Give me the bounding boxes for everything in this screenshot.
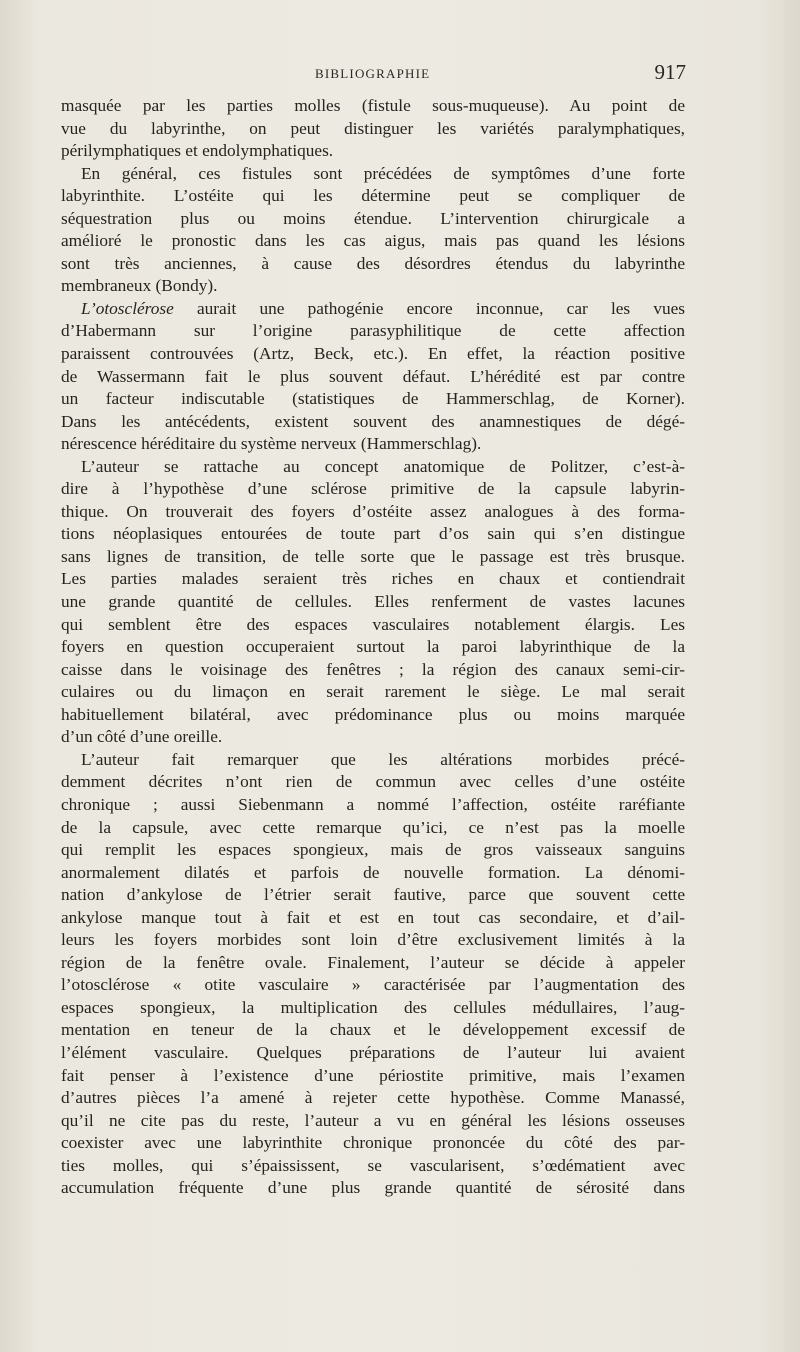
page-number: 917: [654, 60, 686, 84]
text-line: vue du labyrinthe, on peut distinguer les variétés paralymphatiques,: [61, 118, 685, 138]
text-line: séquestration plus ou moins étendue. L’intervention chirurgicale a: [61, 208, 685, 228]
text-line: nérescence héréditaire du système nerveux (Hammerschlag).: [61, 434, 482, 454]
text-line: tions néoplasiques entourées de toute part d’os sain qui s’en distingue: [61, 524, 685, 544]
text-line: habituellement bilatéral, avec prédominance plus ou moins marquée: [61, 704, 685, 724]
text-line: un facteur indiscutable (statistiques de Hammerschlag, de Korner).: [61, 389, 685, 409]
text-line: qui semblent être des espaces vasculaires notablement élargis. Les: [61, 614, 685, 634]
text-line: l’élément vasculaire. Quelques préparations de l’auteur lui avaient: [61, 1042, 685, 1062]
text-line: région de la fenêtre ovale. Finalement, l’auteur se décide à appeler: [61, 952, 685, 972]
text-line: masquée par les parties molles (fistule sous-muqueuse). Au point de: [61, 96, 685, 115]
text-line: Les parties malades seraient très riches en chaux et contiendrait: [61, 569, 685, 589]
text-line: chronique ; aussi Siebenmann a nommé l’affection, ostéite raréfiante: [61, 794, 685, 814]
italic-term: L’otosclérose: [81, 298, 174, 318]
text-line: d’Habermann sur l’origine parasyphilitique de cette affection: [61, 321, 685, 341]
text-line: d’autres pièces l’a amené à rejeter cette hypothèse. Comme Manassé,: [61, 1088, 685, 1108]
text-line: foyers en question occuperaient surtout la paroi labyrinthique de la: [61, 637, 685, 657]
text-line: de Wassermann fait le plus souvent défaut. L’hérédité est par contre: [61, 366, 685, 386]
page-header: [60, 60, 686, 90]
text-line: Dans les antécédents, existent souvent des anamnestiques de dégé-: [61, 411, 685, 431]
text-line: membraneux (Bondy).: [61, 276, 218, 296]
text-line-otosclerose: [61, 298, 685, 321]
text-line: mentation en teneur de la chaux et le développement excessif de: [61, 1020, 685, 1040]
text-line: L’auteur se rattache au concept anatomique de Politzer, c’est-à-: [81, 456, 685, 476]
text-line: une grande quantité de cellules. Elles renferment de vastes lacunes: [61, 592, 685, 612]
text-line: anormalement dilatés et parfois de nouvelle formation. La dénomi-: [61, 862, 685, 882]
text-line: qui remplit les espaces spongieux, mais de gros vaisseaux sanguins: [61, 840, 685, 860]
text-line: sont très anciennes, à cause des désordres étendus du labyrinthe: [61, 253, 685, 273]
text-line: paraissent controuvées (Artz, Beck, etc.). En effet, la réaction positive: [61, 344, 685, 364]
body-text: [61, 95, 685, 1200]
text-line: nation d’ankylose de l’étrier serait fautive, parce que souvent cette: [61, 885, 685, 905]
text-line: coexister avec une labyrinthite chronique prononcée du côté des par-: [61, 1133, 685, 1153]
text-line: ankylose manque tout à fait et est en tout cas secondaire, et d’ail-: [61, 907, 685, 927]
text-line: caisse dans le voisinage des fenêtres ; la région des canaux semi-cir-: [61, 659, 685, 679]
text-line: demment décrites n’ont rien de commun avec celles d’une ostéite: [61, 772, 685, 792]
text-line: ties molles, qui s’épaississent, se vascularisent, s’œdématient avec: [61, 1155, 685, 1175]
text-line: de la capsule, avec cette remarque qu’ici, ce n’est pas la moelle: [61, 817, 685, 837]
text-line: accumulation fréquente d’une plus grande quantité de sérosité dans: [61, 1178, 685, 1198]
text-line: dire à l’hypothèse d’une sclérose primitive de la capsule labyrin-: [61, 479, 685, 499]
text-line: espaces spongieux, la multiplication des cellules médullaires, l’aug-: [61, 997, 685, 1017]
text-line: périlymphatiques et endolymphatiques.: [61, 141, 334, 161]
text-line: En général, ces fistules sont précédées de symptômes d’une forte: [81, 163, 685, 183]
text-line: qu’il ne cite pas du reste, l’auteur a vu en général les lésions osseuses: [61, 1110, 685, 1130]
text-line: l’otosclérose « otite vasculaire » caractérisée par l’augmentation des: [61, 975, 685, 995]
text-line-rest: aurait une pathogénie encore inconnue, car les vues: [196, 298, 685, 318]
text-line: leurs les foyers morbides sont loin d’être exclusivement limités à la: [61, 930, 685, 950]
text-line: culaires ou du limaçon en serait rarement le siège. Le mal serait: [61, 682, 685, 702]
text-line: d’un côté d’une oreille.: [61, 727, 223, 747]
text-line: fait penser à l’existence d’une périostite primitive, mais l’examen: [61, 1065, 685, 1085]
text-line: amélioré le pronostic dans les cas aigus, mais pas quand les lésions: [61, 231, 685, 251]
text-line: thique. On trouverait des foyers d’ostéite assez analogues à des forma-: [61, 501, 685, 521]
text-line: sans lignes de transition, de telle sorte que le passage est très brusque.: [61, 546, 685, 566]
running-title: BIBLIOGRAPHIE: [315, 66, 431, 81]
text-line: labyrinthite. L’ostéite qui les détermine peut se compliquer de: [61, 186, 685, 206]
text-line: L’auteur fait remarquer que les altérations morbides précé-: [81, 749, 685, 769]
